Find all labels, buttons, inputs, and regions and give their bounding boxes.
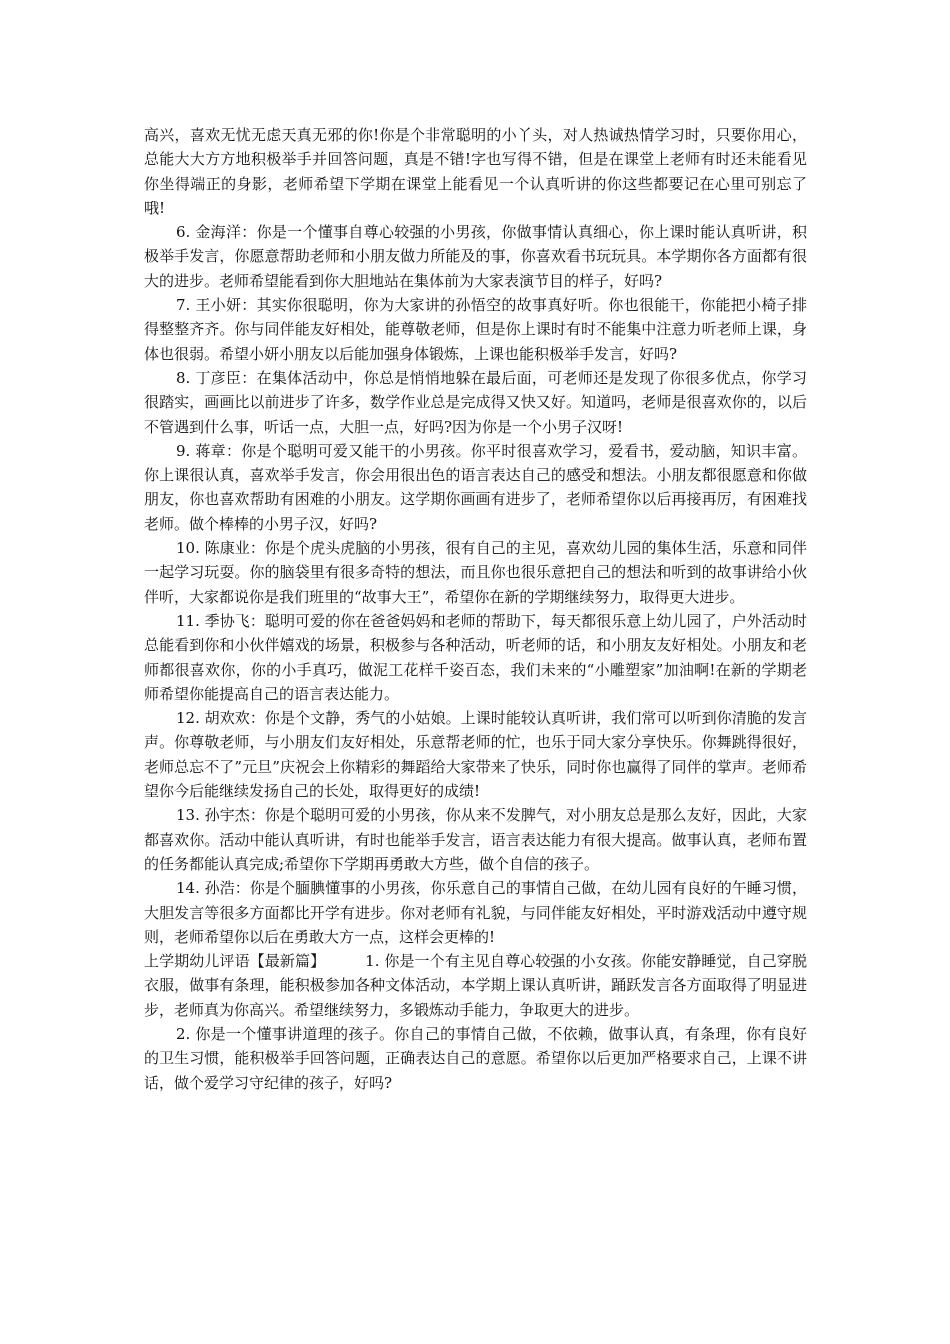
paragraph-item-13: 13. 孙宇杰：你是个聪明可爱的小男孩，你从来不发脾气，对小朋友总是那么友好，因此，大家都喜欢你。活动中能认真听讲，有时也能举手发言，语言表达能力有很大提高。做事认真，老师布置的任务都能认真完成;希望你下学期再勇敢大方些，做个自信的孩子。 (144, 806, 807, 873)
paragraph-item-9: 9. 蒋章：你是个聪明可爱又能干的小男孩。你平时很喜欢学习，爱看书，爱动脑，知识丰富。你上课很认真，喜欢举手发言，你会用很出色的语言表达自己的感受和想法。小朋友都很愿意和你做朋友，你也喜欢帮助有困难的小朋友。这学期你画画有进步了，老师希望你以后再接再厉，有困难找老师。做个棒棒的小男子汉，好吗? (144, 441, 807, 533)
paragraph-continued: 高兴，喜欢无忧无虑天真无邪的你!你是个非常聪明的小丫头，对人热诚热情学习时，只要你用心，总能大大方方地积极举手并回答问题，真是不错!字也写得不错，但是在课堂上老师有时还未能看见你坐得端正的身影，老师希望下学期在课堂上能看见一个认真听讲的你这些都要记在心里可别忘了哦! (144, 126, 807, 217)
section-heading: 上学期幼儿评语【最新篇】 (144, 952, 326, 971)
paragraph-item-7: 7. 王小妍：其实你很聪明，你为大家讲的孙悟空的故事真好听。你也很能干，你能把小椅子排得整整齐齐。你与同伴能友好相处，能尊敬老师，但是你上课时有时不能集中注意力听老师上课，身体也很弱。希望小妍小朋友以后能加强身体锻炼，上课也能积极举手发言，好吗? (144, 296, 807, 363)
section-first-paragraph (144, 949, 807, 1022)
section-item-1-text: 1. 你是一个有主见自尊心较强的小女孩。你能安静睡觉，自己穿脱衣服，做事有条理，能积极参加各种文体活动，本学期上课认真听讲，踊跃发言各方面取得了明显进步，老师真为你高兴。希望继续努力，多锻炼动手能力，争取更大的进步。 (144, 952, 807, 1019)
paragraph-item-12: 12. 胡欢欢：你是个文静，秀气的小姑娘。上课时能较认真听讲，我们常可以听到你清脆的发言声。你尊敬老师，与小朋友们友好相处，乐意帮老师的忙，也乐于同大家分享快乐。你舞跳得很好，老师总忘不了”元旦”庆祝会上你精彩的舞蹈给大家带来了快乐，同时你也赢得了同伴的掌声。老师希望你今后能继续发扬自己的长处，取得更好的成绩! (144, 709, 807, 801)
paragraph-item-8: 8. 丁彦臣：在集体活动中，你总是悄悄地躲在最后面，可老师还是发现了你很多优点，你学习很踏实，画画比以前进步了许多，数学作业总是完成得又快又好。知道吗，老师是很喜欢你的，以后不管遇到什么事，听话一点，大胆一点，好吗?因为你是一个小男子汉呀! (144, 368, 807, 436)
paragraph-item-6: 6. 金海洋：你是一个懂事自尊心较强的小男孩，你做事情认真细心，你上课时能认真听讲，积极举手发言，你愿意帮助老师和小朋友做力所能及的事，你喜欢看书玩玩具。本学期你各方面都有很大的进步。老师希望能看到你大胆地站在集体前为大家表演节目的样子，好吗? (144, 223, 807, 290)
paragraph-item-14: 14. 孙浩：你是个腼腆懂事的小男孩，你乐意自己的事情自己做，在幼儿园有良好的午睡习惯，大胆发言等很多方面都比开学有进步。你对老师有礼貌，与同伴能友好相处，平时游戏活动中遵守规则，老师希望你以后在勇敢大方一点，这样会更棒的! (144, 879, 807, 946)
section-item-2: 2. 你是一个懂事讲道理的孩子。你自己的事情自己做，不依赖，做事认真，有条理，你有良好的卫生习惯，能积极举手回答问题，正确表达自己的意愿。希望你以后更加严格要求自己，上课不讲话，做个爱学习守纪律的孩子，好吗? (144, 1024, 807, 1092)
paragraph-item-10: 10. 陈康业：你是个虎头虎脑的小男孩，很有自己的主见，喜欢幼儿园的集体生活，乐意和同伴一起学习玩耍。你的脑袋里有很多奇特的想法，而且你也很乐意把自己的想法和听到的故事讲给小伙伴听，大家都说你是我们班里的“故事大王”，希望你在新的学期继续努力，取得更大进步。 (144, 539, 807, 606)
paragraph-item-11: 11. 季协飞：聪明可爱的你在爸爸妈妈和老师的帮助下，每天都很乐意上幼儿园了，户外活动时总能看到你和小伙伴嬉戏的场景，积极参与各种活动，听老师的话，和小朋友友好相处。小朋友和老师都很喜欢你，你的小手真巧，做泥工花样千姿百态，我们未来的“小雕塑家”加油啊!在新的学期老师希望你能提高自己的语言表达能力。 (144, 611, 807, 703)
document-body (144, 123, 807, 1095)
